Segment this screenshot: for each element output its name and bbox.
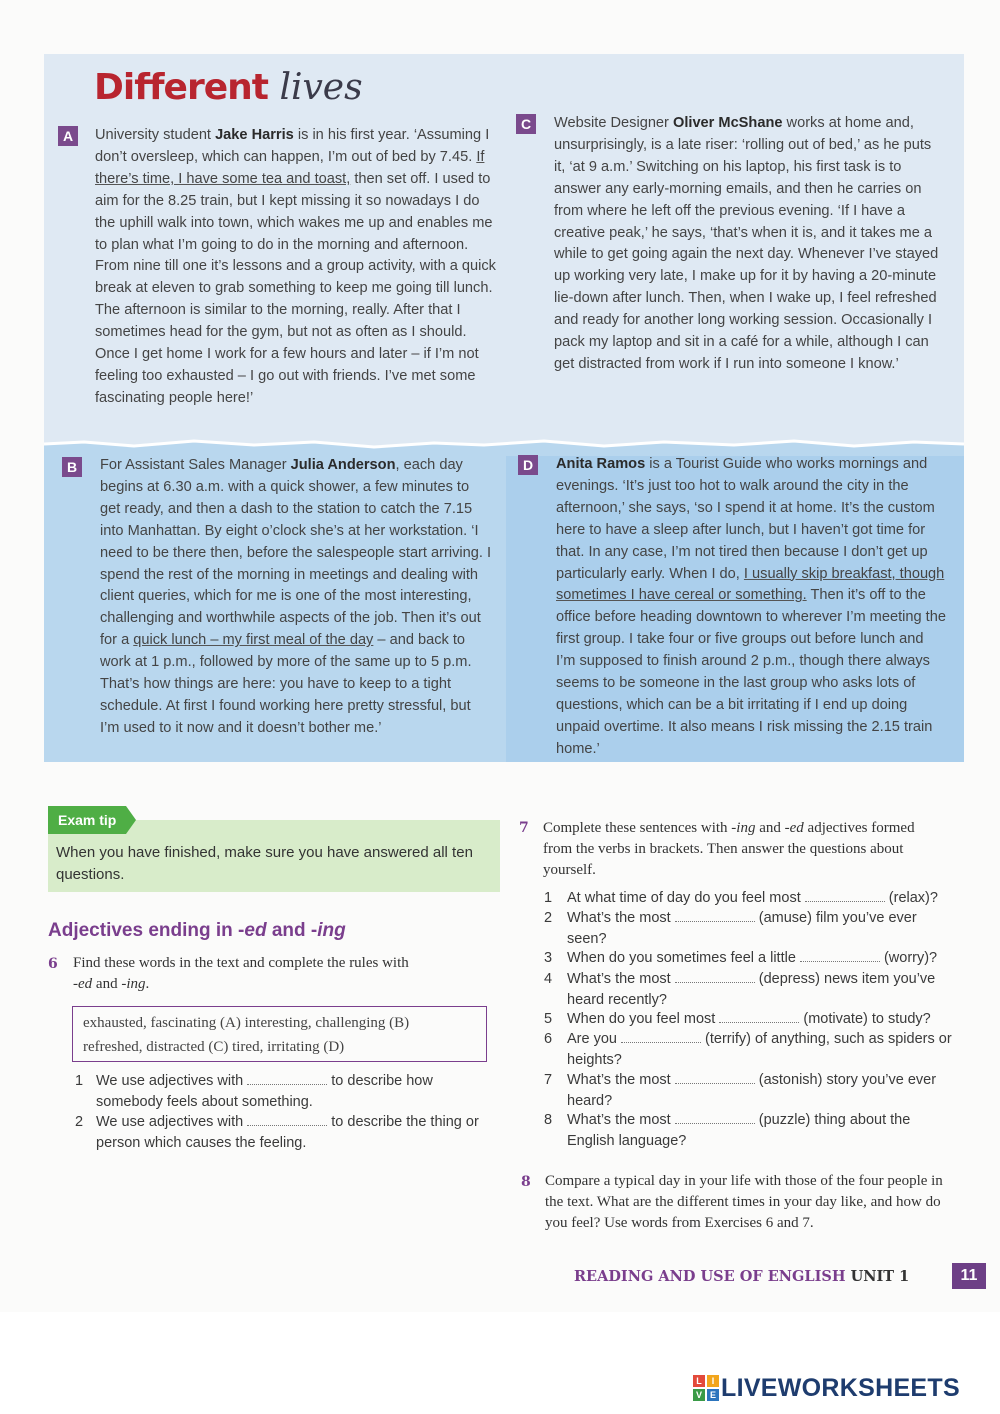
answer-blank[interactable] <box>247 1114 327 1126</box>
liveworksheets-icon: L I V E <box>693 1375 719 1401</box>
answer-blank[interactable] <box>719 1011 799 1023</box>
section-c-text: Website Designer Oliver McShane works at home and, unsurprisingly, is a late riser: ‘rolling out of bed,’ as he puts it, ‘at 9 a.m.’ Switching on his laptop, his first task is to answer any early-morning emails, and then he carries on from where he left off the previous evening. ‘If I have a creative peak,’ he says, ‘that’s when it is, and it takes me a while to get going again the next day. Whenever I’ve stayed up working very late, I make up for it by having a 20-minute lie-down after lunch. Then, when I wake up, I feel refreshed and ready for another long working session. Occasionally I pack my laptop and sit in a café for a while, although I can get distracted from work if I run into someone I know.’ <box>554 115 939 372</box>
answer-blank[interactable] <box>800 950 880 962</box>
answer-blank[interactable] <box>675 1112 755 1124</box>
word-box: exhausted, fascinating (A) interesting, challenging (B) refreshed, distracted (C) tired, irritating (D) <box>72 1006 487 1062</box>
underlined-phrase: I usually skip breakfast, though sometimes I have cereal or something. <box>556 565 945 604</box>
exercise-6-number: 6 <box>48 956 58 972</box>
exercise-6-instructions: Find these words in the text and complete the rules with -ed and -ing. <box>73 955 409 992</box>
exercise-6-item-1: 1 We use adjectives with to describe how somebody feels about something. <box>75 1073 433 1110</box>
exercise-8-number: 8 <box>521 1174 531 1190</box>
footer-running-head: READING AND USE OF ENGLISH UNIT 1 <box>574 1268 910 1285</box>
page-number: 11 <box>952 1263 986 1289</box>
liveworksheets-logo: L I V E LIVEWORKSHEETS <box>693 1374 960 1402</box>
exam-tip-text: When you have finished, make sure you have answered all ten questions. <box>56 844 473 883</box>
torn-paper-edge <box>44 432 964 456</box>
adjectives-heading: Adjectives ending in -ed and -ing <box>48 920 346 941</box>
answer-blank[interactable] <box>675 1072 755 1084</box>
exercise-8-instructions: Compare a typical day in your life with those of the four people in the text. What are the different times in your day like, and how do you feel? Use words from Exercises 6 and 7. <box>545 1173 943 1231</box>
exercise-7-item-3: 3 When do you sometimes feel a little (worry)? <box>544 950 938 966</box>
answer-blank[interactable] <box>621 1031 701 1043</box>
exercise-7-item-5: 5 When do you feel most (motivate) to study? <box>544 1011 931 1027</box>
section-b-text: For Assistant Sales Manager Julia Anderson, each day begins at 6.30 a.m. with a quick shower, a few minutes to get ready, and then a dash to the station to catch the 7.15 into Manhattan. By eight o’clock she’s at her workstation. ‘I need to be there then, before the salespeople start arriving. I spend the rest of the morning in meetings and dealing with client queries, which for me is one of the most interesting, challenging and worthwhile aspects of the job. Then it’s out for a quick lunch – my first meal of the day – and back to work at 1 p.m., followed by more of the same up to 5 p.m. That’s how things are here: you have to keep to a tight schedule. At first I found working here pretty stressful, but I’m used to it now and it doesn’t bother me.’ <box>100 457 492 736</box>
exercise-7-number: 7 <box>519 820 529 836</box>
page-title: Different lives <box>94 67 363 108</box>
answer-blank[interactable] <box>675 971 755 983</box>
section-d-text: Anita Ramos is a Tourist Guide who works mornings and evenings. ‘It’s just too hot to walk around the city in the afternoon,’ she says, ‘so I spend it at home. It’s the custom here to have a sleep after lunch, but I haven’t got time for that. In any case, I’m not tired then because I don’t get up particularly early. When I do, I usually skip breakfast, though sometimes I have cereal or something. Then it’s off to the office before heading downtown to wherever I’m meeting the first group. I take four or five groups out before lunch and I’m supposed to finish around 2 p.m., though there always seems to be someone in the last group who asks lots of questions, which can be a bit irritating if I end up doing unpaid overtime. It also means I risk missing the 2.15 train home.’ <box>556 456 946 757</box>
exam-tip-label: Exam tip <box>48 806 126 834</box>
underlined-phrase: If there’s time, I have some tea and toast, <box>95 148 485 187</box>
exercise-7-item-4: 4 What’s the most (depress) news item you’ve heard recently? <box>544 971 936 1008</box>
section-tag-c: C <box>516 114 536 134</box>
exercise-6-item-2: 2 We use adjectives with to describe the thing or person which causes the feeling. <box>75 1114 479 1151</box>
section-tag-b: B <box>62 457 82 477</box>
answer-blank[interactable] <box>805 890 885 902</box>
underlined-phrase: quick lunch – my first meal of the day <box>133 632 374 649</box>
section-a-text: University student Jake Harris is in his first year. ‘Assuming I don’t oversleep, which can happen, I’m out of bed by 7.45. If there’s time, I have some tea and toast, then set off. I used to aim for the 8.25 train, but I kept missing it so nowadays I do the uphill walk into town, which wakes me up and enables me to plan what I’m going to do in the morning and afternoon. From nine till one it’s lessons and a group activity, with a quick break at eleven to grab something to keep me going till lunch. The afternoon is similar to the morning, really. After that I sometimes head for the gym, but not as often as I should. Once I get home I work for a few hours and later – if I’m not feeling too exhausted – I go out with friends. I’ve met some fascinating people here!’ <box>95 127 496 406</box>
answer-blank[interactable] <box>247 1073 327 1085</box>
section-tag-a: A <box>58 126 78 146</box>
section-tag-d: D <box>518 455 538 475</box>
exercise-7-instructions: Complete these sentences with -ing and -ed adjectives formed from the verbs in brackets. Then answer the questions about yourself. <box>543 820 915 878</box>
exercise-7-item-8: 8 What’s the most (puzzle) thing about the English language? <box>544 1112 911 1149</box>
answer-blank[interactable] <box>675 910 755 922</box>
exercise-7-item-1: 1 At what time of day do you feel most (relax)? <box>544 890 938 906</box>
exercise-7-item-6: 6 Are you (terrify) of anything, such as spiders or heights? <box>544 1031 952 1068</box>
exercise-7-item-7: 7 What’s the most (astonish) story you’ve ever heard? <box>544 1072 937 1109</box>
exercise-7-item-2: 2 What’s the most (amuse) film you’ve ever seen? <box>544 910 917 947</box>
